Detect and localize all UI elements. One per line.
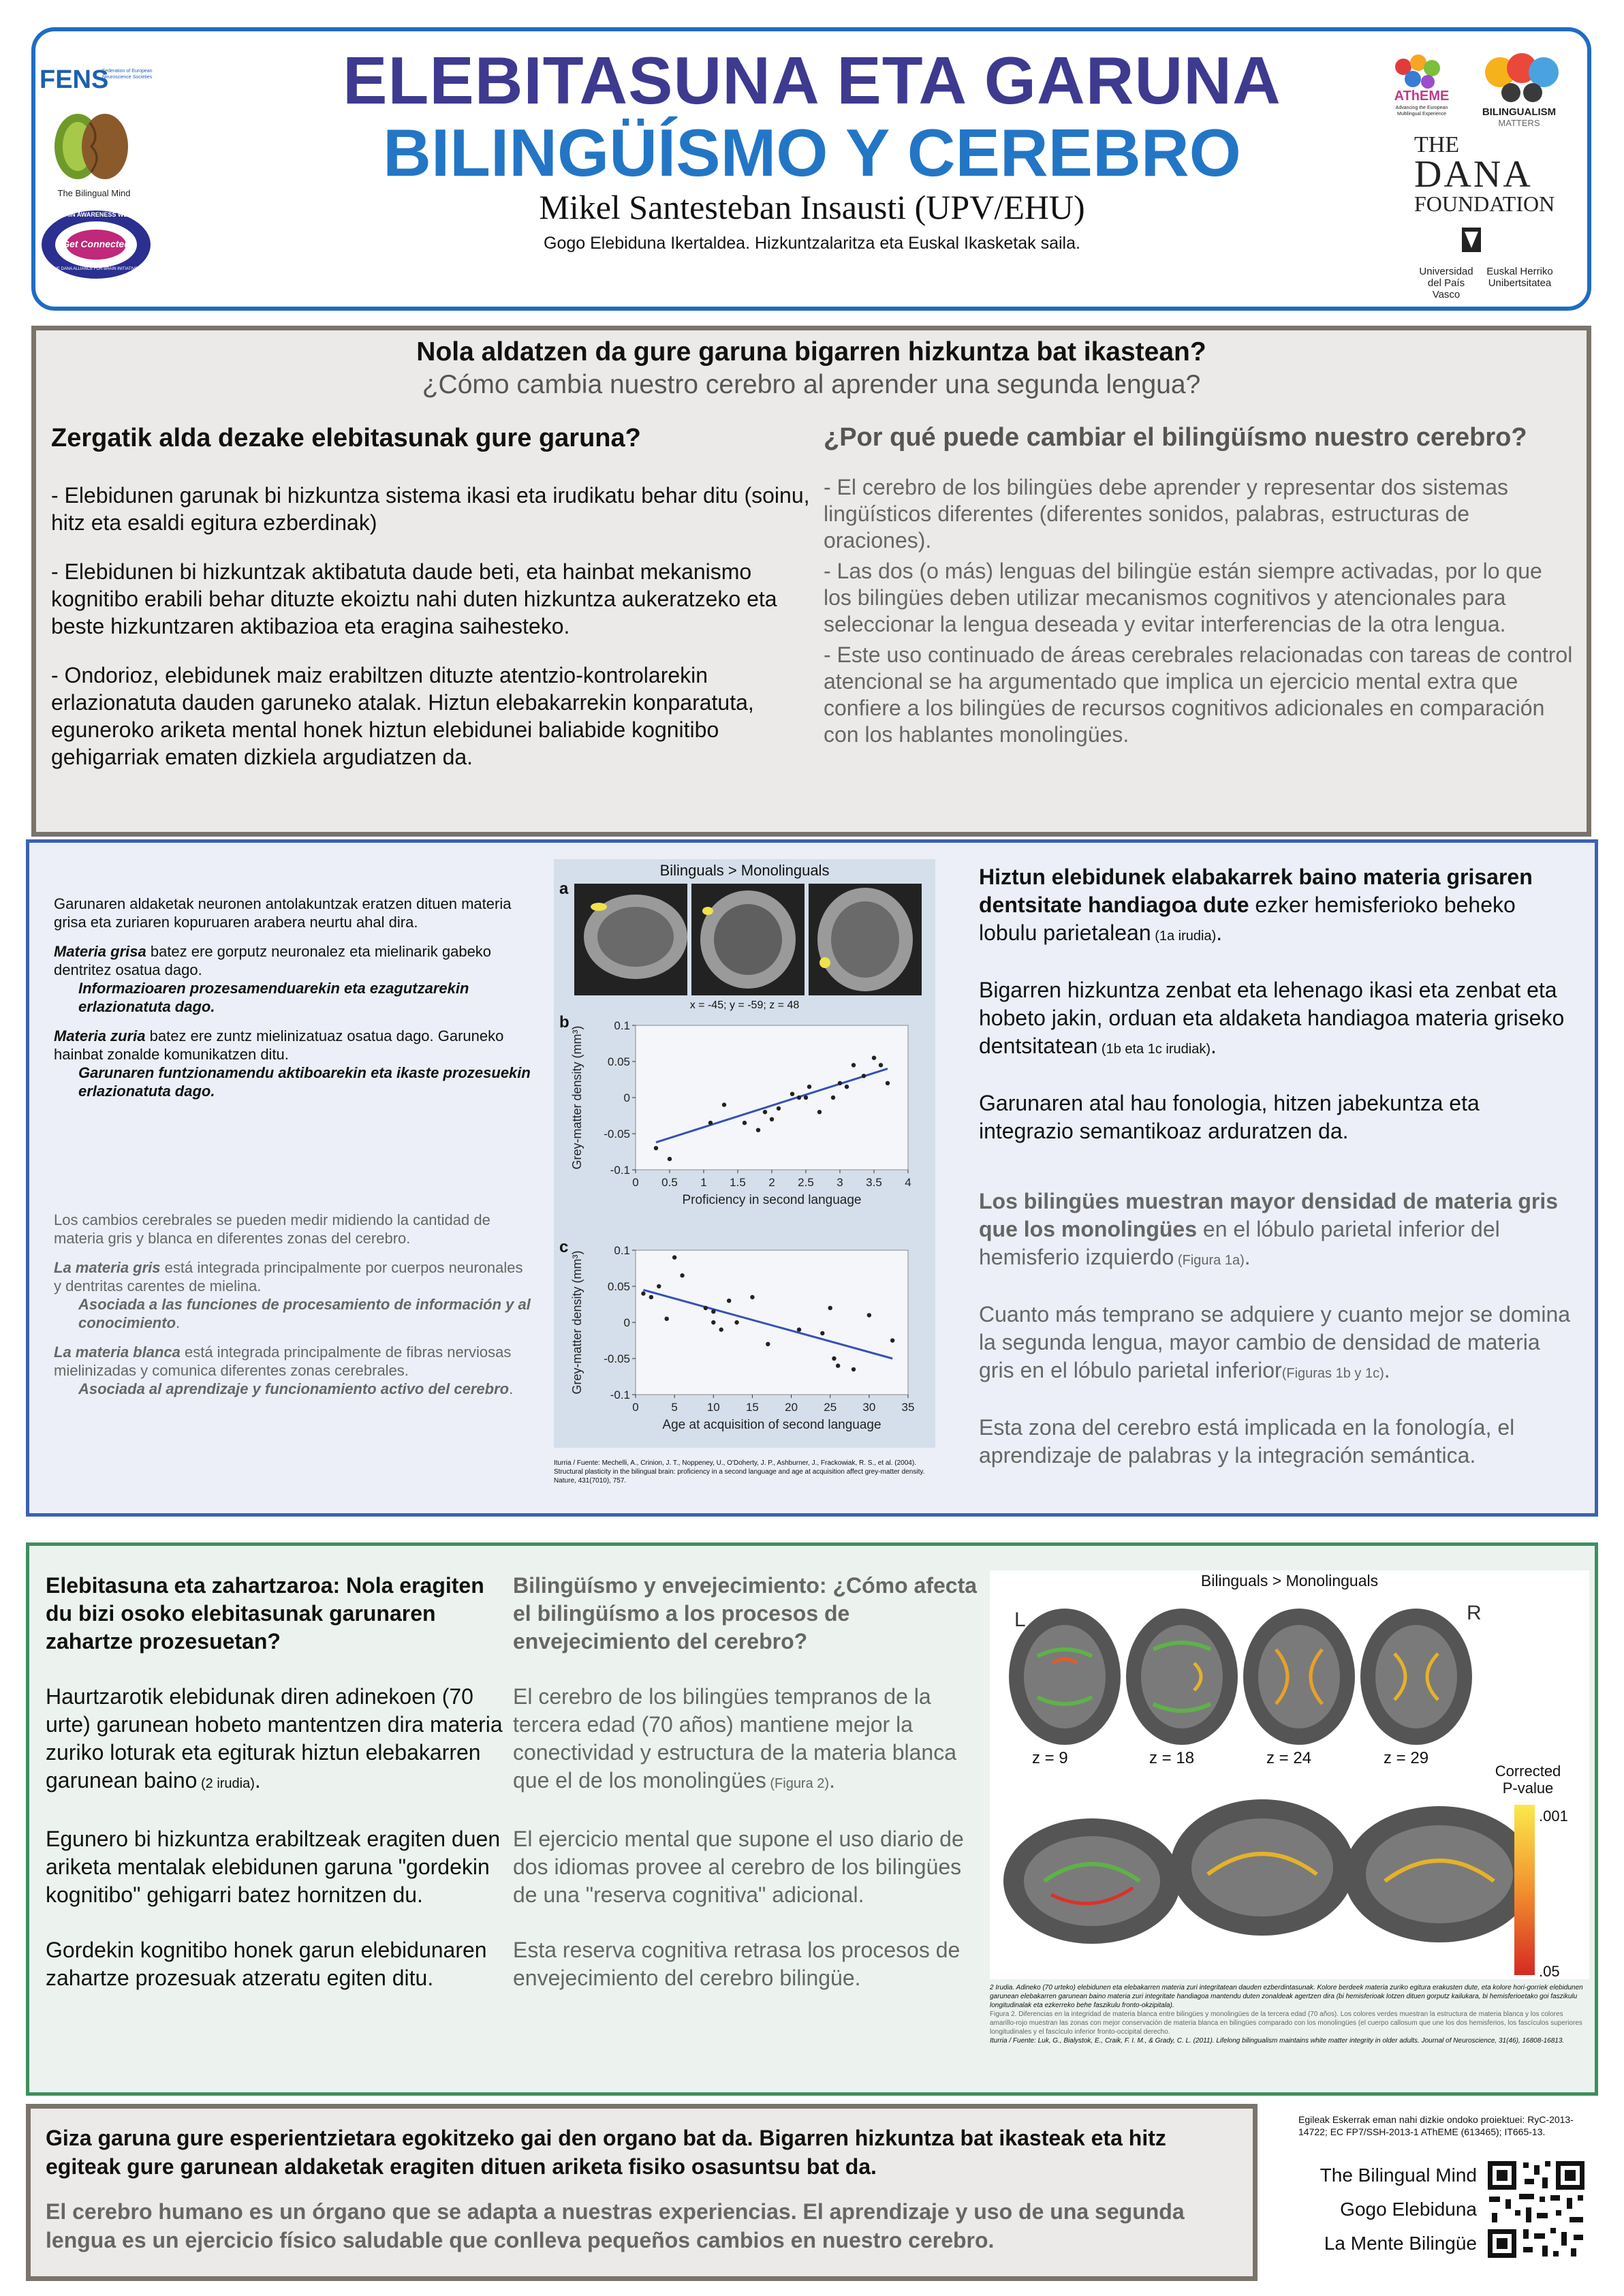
age-x-tick-label: 0 <box>632 1401 639 1414</box>
age-x-tick-label: 30 <box>862 1401 876 1414</box>
proficiency-x-tick-label: 4 <box>905 1176 911 1189</box>
es-blanca-note: Asociada al aprendizaje y funcionamiento activo del cerebro. <box>78 1380 514 1397</box>
age-x-tick-label: 25 <box>824 1401 837 1414</box>
age-plot-area <box>636 1250 908 1395</box>
age-x-tick-label: 20 <box>785 1401 798 1414</box>
age-data-point <box>734 1320 738 1324</box>
proficiency-x-tick-label: 1 <box>700 1176 707 1189</box>
z-label: z = 18 <box>1149 1749 1195 1767</box>
age-data-point <box>820 1331 824 1335</box>
title-basque: ELEBITASUNA ETA GARUNA <box>343 43 1281 118</box>
age-data-point <box>657 1284 661 1288</box>
baw-top-text: BRAIN AWARENESS WEEK <box>56 211 136 218</box>
author: Mikel Santesteban Insausti (UPV/EHU) <box>539 188 1085 226</box>
age-x-tick-label: 10 <box>706 1401 720 1414</box>
proficiency-x-tick-label: 3.5 <box>866 1176 882 1189</box>
z-label: z = 29 <box>1384 1749 1429 1767</box>
aging-es-3: Esta reserva cognitiva retrasa los procesos de envejecimiento del cerebro bilingüe. <box>513 1938 961 1990</box>
proficiency-x-tick-label: 2 <box>768 1176 775 1189</box>
age-x-tick-label: 35 <box>901 1401 915 1414</box>
footer-link-mente-bilingue[interactable]: La Mente Bilingüe <box>1324 2233 1477 2254</box>
matter-definitions-basque: Garunaren aldaketak neuronen antolakuntzak eratzen dituen materia grisa eta zuriaren kopuruaren arabera neurtu ahal dira. Materia grisa batez ere gorputz neuronalez eta mielinarik gabeko dentritez osatua dago. Informazioaren prozesamenduarekin eta ezagutzarekin erlazionatuta dago. Materia zuria batez ere zuntz mielinizatuaz osatua dago. Garuneko hainbat zonalde komunikatzen ditu. Garunaren funtzionamendu aktiboarekin eta ikaste prozesuekin erlazionatuta dago. <box>54 895 531 1100</box>
bilingualism-matters-label: BILINGUALISM <box>1482 106 1557 118</box>
aging-spanish: Bilingüísmo y envejecimiento: ¿Cómo afecta el bilingüísmo a los procesos de envejecimiento del cerebro? El cerebro de los bilingües tempranos de la tercera edad (70 años) mantiene mejor la conectividad y estructura de la materia blanca que el de los monolingües (Figura 2). El ejercicio mental que supone el uso diario de dos idiomas provee al cerebro de los bilingües de una "reserva cognitiva" adicional. Esta reserva cognitiva retrasa los procesos de envejecimiento del cerebro bilingüe. <box>513 1572 990 1992</box>
right-heading: ¿Por qué puede cambiar el bilingüísmo nuestro cerebro? <box>824 423 1527 452</box>
right-para: - Este uso continuado de áreas cerebrales relacionadas con tareas de control atencional se ha argumentado que implica un ejercicio mental extra que confiere a los bilingües de recursos cognitivos adicionales en comparación con los hablantes monolingües. <box>824 642 1573 747</box>
age-data-point <box>828 1306 832 1310</box>
panel-c-label: c <box>559 1238 569 1256</box>
eu-zuria-note: Garunaren funtzionamendu aktiboarekin eta ikaste prozesuekin erlazionatuta dago. <box>78 1064 531 1100</box>
figure-2-caption: 2 Irudia. Adineko (70 urteko) elebidunen eta elebakarren materia zuri integritatean dauden ezberdintasunak. Kolore berdeek materia zuriko egitura erakusten dute, eta kolore hori-gorriek elebidunen garunean elebakarren garunean baino materia zuri integritate handiagoa mantendu duten zonaldeak agertzen dira (bi hemisferioak lotzen dituen gorputz kailukara, bi hemisferioetako goi faszikulu longitudinalak eta ezkerreko behe faszikulu fronto-okzipitala). Figura 2. Diferencias en la integridad de materia blanca entre bilingües y monolingües de la tercera edad (70 años). Los colores verdes muestran la estructura de materia blanca y los colores amarillo-rojo muestran las zonas con mejor conservación de materia blanca en bilingües comparado con los monolingües (el cuerpo callosum que une los dos hemisferios, los fascículos superiores longitudinales y el fascículo inferior fronto-occipital derecho. Iturria / Fuente: Luk, G., Bialystok, E., Craik, F. I. M., & Grady, C. L. (2011). Lifelong bilingualism maintains white matter integrity in older adults. Journal of Neuroscience, 31(46), 16808-16813. <box>990 1984 1583 2045</box>
proficiency-data-point <box>790 1092 794 1096</box>
aging-section <box>26 1542 1598 2096</box>
figure-1-coords: x = -45; y = -59; z = 48 <box>689 999 800 1011</box>
es-gris-note: Asociada a las funciones de procesamiento de información y al conocimiento. <box>78 1296 531 1331</box>
age-data-point <box>750 1295 754 1299</box>
affiliation: Gogo Elebiduna Ikertaldea. Hizkuntzalaritza eta Euskal Ikasketak saila. <box>544 234 1080 253</box>
left-heading: Zergatik alda dezake elebitasunak gure garuna? <box>51 424 641 452</box>
upv-ehu-emblem-icon <box>1458 225 1485 256</box>
proficiency-y-axis-label: Grey-matter density (mm³) <box>570 1025 584 1170</box>
left-column-basque <box>51 424 821 771</box>
footer-links <box>1294 2158 1477 2261</box>
right-column-spanish <box>824 424 1573 748</box>
proficiency-x-axis-label: Proficiency in second language <box>682 1193 862 1207</box>
proficiency-data-point <box>831 1096 835 1100</box>
age-data-point <box>832 1356 836 1361</box>
proficiency-y-tick-label: 0.05 <box>607 1055 630 1068</box>
age-data-point <box>852 1367 856 1371</box>
proficiency-data-point <box>708 1121 713 1125</box>
age-data-point <box>727 1299 731 1303</box>
aging-es-heading: Bilingüísmo y envejecimiento: ¿Cómo afecta el bilingüísmo a los procesos de envejecimiento del cerebro? <box>513 1573 978 1654</box>
left-para: - Elebidunen garunak bi hizkuntza sistema ikasi eta irudikatu behar ditu (soinu, hitz eta esaldi egitura ezberdinak) <box>51 483 810 535</box>
left-para: - Ondorioz, elebidunek maiz erabiltzen dituzte atentzio-kontrolarekin erlazionatuta dauden garuneko atalak. Hiztun elebakarrekin konparatuta, eguneroko ariketa mental honek hiztun elebidunei baliabide kognitibo gehigarriak ematen dizkiela argudiatzen da. <box>51 663 754 769</box>
figure-2-title: Bilinguals > Monolinguals <box>1200 1572 1379 1589</box>
aging-es-2: El ejercicio mental que supone el uso diario de dos idiomas provee al cerebro de los bilingües de una "reserva cognitiva" adicional. <box>513 1827 964 1907</box>
age-data-point <box>649 1295 653 1299</box>
proficiency-data-point <box>743 1121 747 1125</box>
proficiency-x-tick-label: 0.5 <box>661 1176 678 1189</box>
z-label: z = 24 <box>1266 1749 1312 1767</box>
figure-1-title: Bilinguals > Monolinguals <box>659 862 830 879</box>
age-data-point <box>672 1255 676 1259</box>
age-y-tick-label: -0.05 <box>604 1352 630 1365</box>
footer-link-bilingual-mind[interactable]: The Bilingual Mind <box>1320 2165 1477 2186</box>
eu-intro: Garunaren aldaketak neuronen antolakuntzak eratzen dituen materia grisa eta zuriaren kopuruaren arabera neurtu ahal dira. <box>54 895 512 931</box>
colorbar-title: Corrected P-value <box>1495 1763 1561 1797</box>
proficiency-x-tick-label: 3 <box>837 1176 843 1189</box>
bilingualism-matters-icon <box>1477 52 1565 106</box>
age-data-point <box>641 1291 645 1295</box>
proficiency-data-point <box>797 1096 801 1100</box>
title-spanish: BILINGÜÍSMO Y CEREBRO <box>383 115 1241 190</box>
atheme-icon <box>1390 53 1451 94</box>
qr-code-icon[interactable] <box>1485 2158 1587 2261</box>
findings-spanish: Los bilingües muestran mayor densidad de materia gris que los monolingües en el lóbulo parietal inferior del hemisferio izquierdo (Figura 1a). Cuanto más temprano se adquiere y cuanto mejor se domina la segunda lengua, mayor cambio de densidad de materia gris en el lóbulo parietal inferior(Figuras 1b y 1c). Esta zona del cerebro está implicada en la fonología, el aprendizaje de palabras y la integración semántica. <box>979 1188 1578 1470</box>
age-y-axis-label: Grey-matter density (mm³) <box>570 1250 584 1395</box>
age-data-point <box>867 1313 871 1317</box>
age-data-point <box>719 1327 723 1331</box>
scatter-plot-age <box>554 1242 935 1446</box>
proficiency-y-tick-label: -0.1 <box>610 1164 630 1177</box>
panel-a-label: a <box>559 880 569 898</box>
x-label: x = 10 <box>1243 1948 1289 1966</box>
left-hemisphere-label: L <box>1014 1609 1026 1631</box>
age-data-point <box>711 1320 715 1324</box>
age-data-point <box>680 1273 684 1277</box>
figure-1-panel <box>554 859 935 1448</box>
bilingual-mind-brain-icon <box>49 109 131 184</box>
dana-foundation-logo: THE DANA FOUNDATION <box>1414 132 1555 216</box>
proficiency-data-point <box>763 1110 767 1114</box>
conclusion-spanish: El cerebro humano es un órgano que se adapta a nuestras experiencias. El aprendizaje y uso de una segunda lengua es un ejercicio físico saludable que conlleva pequeños cambios en nuestro cerebro. <box>46 2199 1185 2252</box>
age-data-point <box>797 1327 801 1331</box>
proficiency-x-tick-label: 1.5 <box>730 1176 746 1189</box>
age-y-tick-label: -0.1 <box>610 1389 630 1401</box>
es-intro: Los cambios cerebrales se pueden medir midiendo la cantidad de materia gris y blanca en diferentes zonas del cerebro. <box>54 1211 490 1247</box>
scatter-plot-proficiency <box>554 1017 935 1222</box>
age-x-axis-label: Age at acquisition of second language <box>662 1418 881 1432</box>
aging-eu-heading: Elebitasuna eta zahartzaroa: Nola eragiten du bizi osoko elebitasunak garunaren zahartze prozesuetan? <box>46 1573 484 1654</box>
proficiency-x-tick-label: 2.5 <box>798 1176 814 1189</box>
proficiency-data-point <box>872 1056 876 1060</box>
proficiency-y-tick-label: -0.05 <box>604 1128 630 1141</box>
footer-link-gogo-elebiduna[interactable]: Gogo Elebiduna <box>1340 2199 1477 2220</box>
age-y-tick-label: 0.1 <box>614 1244 630 1257</box>
matter-definitions-spanish: Los cambios cerebrales se pueden medir midiendo la cantidad de materia gris y blanca en diferentes zonas del cerebro. La materia gris está integrada principalmente por cuerpos neuronales y dentritas carentes de mielina. Asociada a las funciones de procesamiento de información y al conocimiento. La materia blanca está integrada principalmente de fibras nerviosas mielinizadas y comunica diferentes zonas cerebrales. Asociada al aprendizaje y funcionamiento activo del cerebro. <box>54 1211 531 1397</box>
x-label: x = -10 <box>1422 1948 1473 1966</box>
age-data-point <box>711 1309 715 1314</box>
left-para: - Elebidunen bi hizkuntzak aktibatuta daude beti, eta hainbat mekanismo kognitibo erabili behar dituzte ekoiztu nahi duten hizkuntza aukeratzeko eta beste hizkuntzaren aktibazioa eta eragina saihesteko. <box>51 559 777 638</box>
grey-matter-section <box>26 839 1598 1517</box>
age-y-tick-label: 0.05 <box>607 1280 630 1293</box>
proficiency-data-point <box>845 1085 849 1089</box>
bilingualism-matters-sub: MATTERS <box>1498 118 1540 128</box>
x-label: x = 19 <box>1076 1948 1121 1966</box>
acknowledgements: Egileak Eskerrak eman nahi dizkie ondoko proiektuei: RyC-2013-14722; EC FP7/SSH-2013-1 AThEME (613465); IT665-13. <box>1298 2114 1574 2137</box>
age-data-point <box>890 1338 894 1342</box>
proficiency-data-point <box>756 1128 760 1132</box>
age-data-point <box>704 1306 708 1310</box>
question-spanish: ¿Cómo cambia nuestro cerebro al aprender una segunda lengua? <box>422 370 1201 399</box>
atheme-label: AThEME <box>1394 89 1450 104</box>
ehu-label: Euskal Herriko Unibertsitatea <box>1486 266 1553 289</box>
question-basque: Nola aldatzen da gure garuna bigarren hizkuntza bat ikastean? <box>416 337 1206 367</box>
age-data-point <box>766 1342 770 1346</box>
bilingual-mind-label: The Bilingual Mind <box>57 188 131 198</box>
proficiency-data-point <box>838 1081 842 1085</box>
proficiency-data-point <box>722 1102 726 1106</box>
proficiency-data-point <box>879 1063 883 1067</box>
findings-basque: Hiztun elebidunek elabakarrek baino materia grisaren dentsitate handiagoa dute ezker hemisferioko beheko lobulu parietalean (1a irudia). Bigarren hizkuntza zenbat eta lehenago ikasi eta zenbat eta hobeto jakin, orduan eta aldaketa handiagoa materia griseko dentsitatean (1b eta 1c irudiak). Garunaren atal hau fonologia, hitzen jabekuntza eta integrazio semantikoaz arduratzen da. <box>979 863 1578 1145</box>
atheme-sub: Advancing the European Multilingual Experience <box>1395 106 1448 117</box>
proficiency-data-point <box>817 1110 822 1114</box>
z-label: z = 9 <box>1032 1749 1068 1767</box>
right-para: - Las dos (o más) lenguas del bilingüe están siempre activadas, por lo que los bilingües deben utilizar mecanismos cognitivos y atencionales para seleccionar la lengua deseada y evitar interferencias de la otra lengua. <box>824 559 1542 636</box>
baw-mid-text: Get Connected <box>62 238 130 249</box>
proficiency-data-point <box>807 1085 811 1089</box>
findings-es-3: Esta zona del cerebro está implicada en la fonología, el aprendizaje de palabras y la integración semántica. <box>979 1415 1515 1468</box>
age-x-tick-label: 5 <box>671 1401 678 1414</box>
right-para: - El cerebro de los bilingües debe aprender y representar dos sistemas lingüísticos diferentes (diferentes sonidos, palabras, estructuras de oraciones). <box>824 475 1508 553</box>
age-x-tick-label: 15 <box>745 1401 759 1414</box>
panel-b-label: b <box>559 1013 569 1031</box>
aging-basque: Elebitasuna eta zahartzaroa: Nola eragiten du bizi osoko elebitasunak garunaren zahartze prozesuetan? Haurtzarotik elebidunak diren adinekoen (70 urte) garunean hobeto mantentzen dira materia zuriko loturak eta egiturak hiztun elebakarren garunean baino (2 irudia). Egunero bi hizkuntza erabiltzeak eragiten duen ariketa mentalak elebidunen garuna "gordekin kognitibo" gehigarri batez hornitzen du. Gordekin kognitibo honek garun elebidunaren zahartze prozesuak atzeratu egiten ditu. <box>46 1572 516 1992</box>
proficiency-data-point <box>668 1157 672 1161</box>
eu-grisa-note: Informazioaren prozesamenduarekin eta ezagutzarekin erlazionatuta dago. <box>78 980 469 1015</box>
proficiency-data-point <box>886 1081 890 1085</box>
proficiency-plot-area <box>636 1025 908 1170</box>
age-data-point <box>665 1317 669 1321</box>
proficiency-y-tick-label: 0 <box>623 1091 630 1104</box>
right-hemisphere-label: R <box>1467 1602 1482 1624</box>
brain-slices-image <box>574 884 922 995</box>
colorbar-bottom-label: .05 <box>1539 1963 1560 1980</box>
findings-eu-3: Garunaren atal hau fonologia, hitzen jabekuntza eta integrazio semantikoaz arduratzen da. <box>979 1091 1480 1143</box>
upv-label: Universidad del País Vasco <box>1419 266 1473 300</box>
proficiency-data-point <box>852 1063 856 1067</box>
aging-eu-2: Egunero bi hizkuntza erabiltzeak eragiten duen ariketa mentalak elebidunen garuna "gordekin kognitibo" gehigarri batez hornitzen du. <box>46 1827 501 1907</box>
intro-section <box>31 326 1591 837</box>
figure-1-credit: Iturria / Fuente: Mechelli, A., Crinion, J. T., Noppeney, U., O'Doherty, J. P., Ashburner, J., Frackowiak, R. S., et al. (2004). Structural plasticity in the bilingual brain: proficiency in a second language and age at acquisition affect grey-matter density. Nature, 431(7010), 757. <box>554 1459 925 1485</box>
proficiency-y-tick-label: 0.1 <box>614 1019 630 1032</box>
age-y-tick-label: 0 <box>623 1316 630 1329</box>
proficiency-data-point <box>654 1146 658 1150</box>
baw-bottom-text: THE DANA ALLIANCE FOR BRAIN INITIATIVES <box>51 267 141 271</box>
p-value-colorbar <box>1514 1805 1535 1975</box>
aging-eu-3: Gordekin kognitibo honek garun elebidunaren zahartze prozesuak atzeratu egiten ditu. <box>46 1938 487 1990</box>
proficiency-data-point <box>804 1096 808 1100</box>
proficiency-x-tick-label: 0 <box>632 1176 639 1189</box>
proficiency-data-point <box>862 1074 866 1078</box>
conclusion-section <box>26 2104 1258 2281</box>
fens-logo: FENS Federation of European Neuroscience Societies <box>40 65 153 94</box>
figure-2-panel <box>990 1570 1589 1979</box>
age-data-point <box>836 1363 840 1367</box>
proficiency-data-point <box>777 1106 781 1111</box>
proficiency-data-point <box>770 1117 774 1121</box>
colorbar-top-label: .001 <box>1539 1808 1568 1825</box>
conclusion-basque: Giza garuna gure esperientzietara egokitzeko gai den organo bat da. Bigarren hizkuntza bat ikasteak eta hitz egiteak gure garunean aldaketak eragiten dituen ariketa fisiko osasuntsu bat da. <box>46 2126 1166 2179</box>
